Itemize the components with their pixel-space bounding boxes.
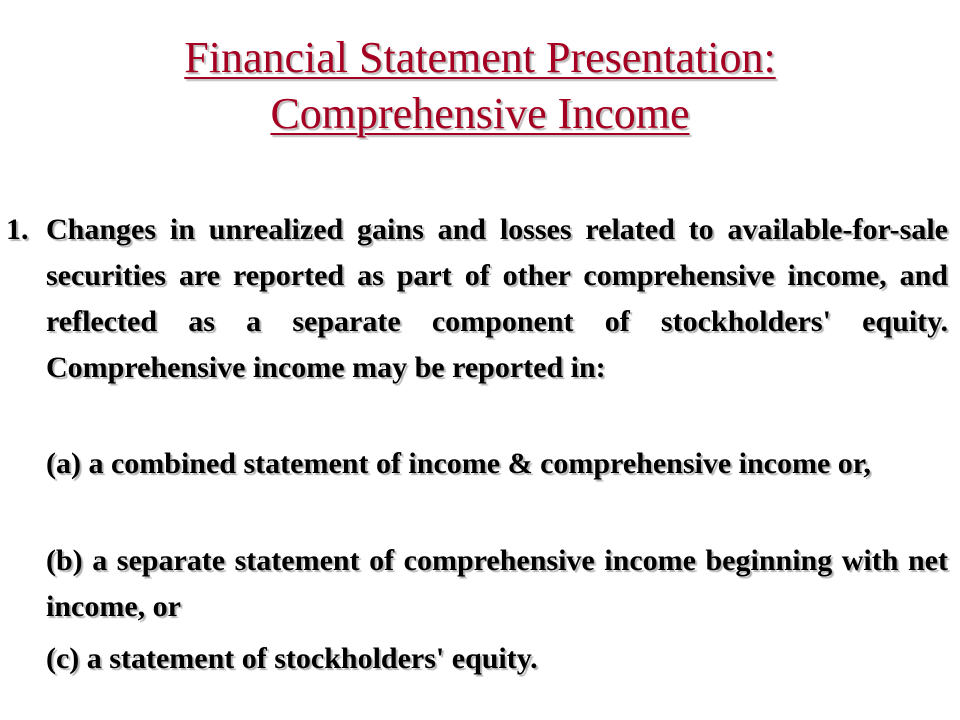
slide-title xyxy=(0,30,960,142)
sub-item-a: (a) a combined statement of income & comprehensive income or, xyxy=(46,447,871,480)
sub-item-c: (c) a statement of stockholders' equity. xyxy=(46,642,538,675)
title-line-1: Financial Statement Presentation: xyxy=(184,33,776,82)
main-paragraph: Changes in unrealized gains and losses related to available-for-sale securities are reported as part of other comprehensive income, and reflected as a separate component of stockholders' equity. Comprehensive income may be reported in: xyxy=(46,213,948,384)
sub-item-b: (b) a separate statement of comprehensive income beginning with net income, or xyxy=(46,544,948,623)
list-number: 1. xyxy=(6,213,29,246)
title-line-2: Comprehensive Income xyxy=(270,89,690,138)
